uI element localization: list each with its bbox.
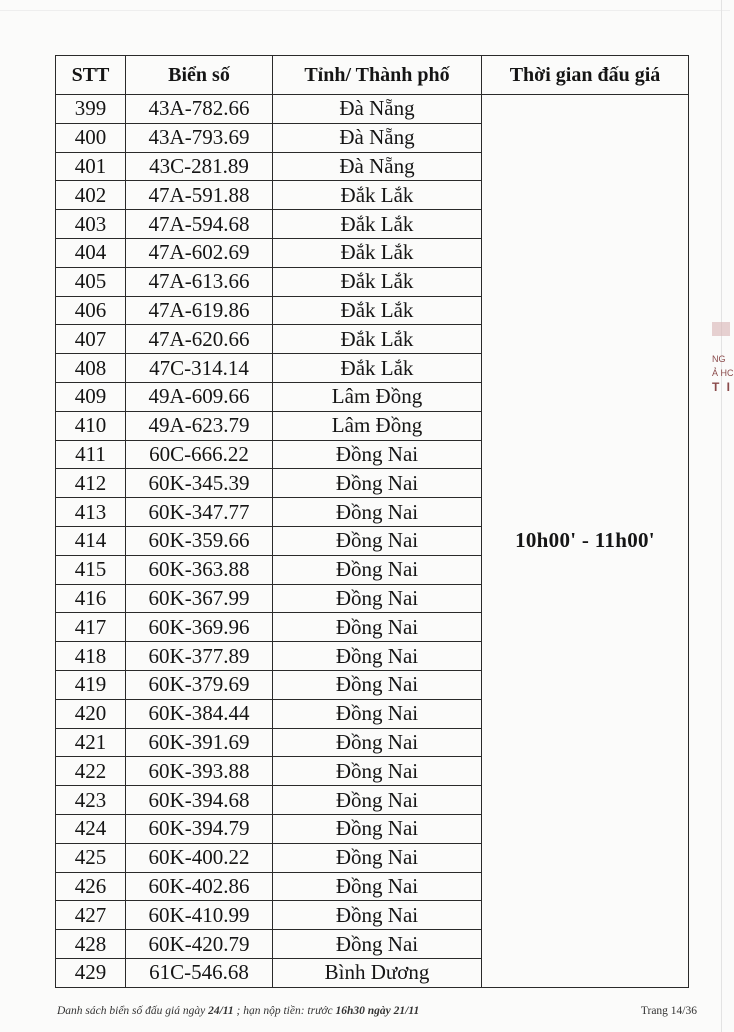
cell-plate: 60K-400.22 bbox=[126, 843, 273, 872]
cell-plate: 60K-420.79 bbox=[126, 930, 273, 959]
cell-stt: 428 bbox=[56, 930, 126, 959]
cell-province: Đồng Nai bbox=[273, 584, 482, 613]
cell-plate: 60K-394.79 bbox=[126, 814, 273, 843]
scan-fold-line bbox=[721, 0, 722, 1032]
cell-province: Đồng Nai bbox=[273, 757, 482, 786]
cell-province: Đồng Nai bbox=[273, 843, 482, 872]
cell-stt: 417 bbox=[56, 613, 126, 642]
cell-province: Đồng Nai bbox=[273, 901, 482, 930]
cell-plate: 60K-379.69 bbox=[126, 670, 273, 699]
cell-province: Đắk Lắk bbox=[273, 296, 482, 325]
cell-plate: 60K-347.77 bbox=[126, 498, 273, 527]
cell-province: Đồng Nai bbox=[273, 814, 482, 843]
cell-plate: 60K-410.99 bbox=[126, 901, 273, 930]
cell-stt: 416 bbox=[56, 584, 126, 613]
cell-province: Đồng Nai bbox=[273, 670, 482, 699]
cell-plate: 47A-620.66 bbox=[126, 325, 273, 354]
cell-plate: 60K-394.68 bbox=[126, 786, 273, 815]
cell-plate: 60C-666.22 bbox=[126, 440, 273, 469]
plate-auction-table bbox=[55, 55, 689, 988]
cell-stt: 429 bbox=[56, 958, 126, 987]
cell-stt: 426 bbox=[56, 872, 126, 901]
cell-province: Đồng Nai bbox=[273, 872, 482, 901]
cell-stt: 412 bbox=[56, 469, 126, 498]
cell-plate: 43C-281.89 bbox=[126, 152, 273, 181]
cell-plate: 49A-609.66 bbox=[126, 382, 273, 411]
cell-province: Đà Nẵng bbox=[273, 152, 482, 181]
header-time: Thời gian đấu giá bbox=[482, 56, 689, 95]
cell-province: Đắk Lắk bbox=[273, 181, 482, 210]
scan-edge-line bbox=[0, 10, 730, 11]
cell-stt: 407 bbox=[56, 325, 126, 354]
cell-stt: 425 bbox=[56, 843, 126, 872]
cell-province: Lâm Đồng bbox=[273, 382, 482, 411]
cell-plate: 43A-782.66 bbox=[126, 95, 273, 124]
cell-stt: 427 bbox=[56, 901, 126, 930]
cell-plate: 60K-377.89 bbox=[126, 642, 273, 671]
cell-province: Đắk Lắk bbox=[273, 325, 482, 354]
cell-plate: 60K-345.39 bbox=[126, 469, 273, 498]
cell-province: Đồng Nai bbox=[273, 930, 482, 959]
cell-plate: 47A-619.86 bbox=[126, 296, 273, 325]
cell-province: Đắk Lắk bbox=[273, 210, 482, 239]
cell-province: Đồng Nai bbox=[273, 469, 482, 498]
cell-stt: 409 bbox=[56, 382, 126, 411]
cell-stt: 408 bbox=[56, 354, 126, 383]
cell-stt: 414 bbox=[56, 526, 126, 555]
cell-plate: 47A-613.66 bbox=[126, 267, 273, 296]
cell-stt: 403 bbox=[56, 210, 126, 239]
cell-province: Đồng Nai bbox=[273, 526, 482, 555]
cell-province: Lâm Đồng bbox=[273, 411, 482, 440]
cell-province: Đồng Nai bbox=[273, 786, 482, 815]
footer-prefix: Danh sách biển số đấu giá ngày bbox=[57, 1005, 209, 1017]
cell-province: Đồng Nai bbox=[273, 728, 482, 757]
stamp-bar bbox=[712, 322, 730, 336]
side-stamp-fragment bbox=[712, 300, 734, 470]
footer-middle: ; hạn nộp tiền: trước bbox=[233, 1005, 336, 1017]
cell-plate: 60K-363.88 bbox=[126, 555, 273, 584]
cell-stt: 418 bbox=[56, 642, 126, 671]
cell-plate: 47A-594.68 bbox=[126, 210, 273, 239]
cell-province: Đồng Nai bbox=[273, 555, 482, 584]
cell-stt: 415 bbox=[56, 555, 126, 584]
cell-province: Đắk Lắk bbox=[273, 354, 482, 383]
cell-province: Đồng Nai bbox=[273, 613, 482, 642]
cell-plate: 49A-623.79 bbox=[126, 411, 273, 440]
footer-deadline: 16h30 ngày 21/11 bbox=[335, 1005, 420, 1017]
cell-plate: 60K-391.69 bbox=[126, 728, 273, 757]
cell-province: Đà Nẵng bbox=[273, 95, 482, 124]
cell-plate: 60K-367.99 bbox=[126, 584, 273, 613]
cell-stt: 402 bbox=[56, 181, 126, 210]
header-province: Tỉnh/ Thành phố bbox=[273, 56, 482, 95]
cell-province: Đồng Nai bbox=[273, 699, 482, 728]
footer-auction-date: 24/11 bbox=[208, 1005, 234, 1017]
cell-stt: 411 bbox=[56, 440, 126, 469]
cell-province: Đồng Nai bbox=[273, 642, 482, 671]
cell-plate: 60K-384.44 bbox=[126, 699, 273, 728]
cell-plate: 47A-591.88 bbox=[126, 181, 273, 210]
cell-plate: 60K-369.96 bbox=[126, 613, 273, 642]
cell-province: Đồng Nai bbox=[273, 440, 482, 469]
cell-stt: 422 bbox=[56, 757, 126, 786]
header-plate: Biển số bbox=[126, 56, 273, 95]
cell-stt: 420 bbox=[56, 699, 126, 728]
cell-stt: 404 bbox=[56, 238, 126, 267]
cell-stt: 423 bbox=[56, 786, 126, 815]
cell-plate: 47A-602.69 bbox=[126, 238, 273, 267]
cell-stt: 405 bbox=[56, 267, 126, 296]
cell-stt: 424 bbox=[56, 814, 126, 843]
cell-plate: 43A-793.69 bbox=[126, 123, 273, 152]
cell-stt: 399 bbox=[56, 95, 126, 124]
cell-province: Đà Nẵng bbox=[273, 123, 482, 152]
cell-province: Đắk Lắk bbox=[273, 267, 482, 296]
cell-stt: 419 bbox=[56, 670, 126, 699]
stamp-line-2: Ả HC bbox=[712, 368, 734, 378]
cell-stt: 401 bbox=[56, 152, 126, 181]
cell-plate: 60K-402.86 bbox=[126, 872, 273, 901]
cell-stt: 400 bbox=[56, 123, 126, 152]
cell-plate: 47C-314.14 bbox=[126, 354, 273, 383]
stamp-line-3: T I bbox=[712, 380, 732, 394]
footer-note bbox=[57, 1005, 419, 1017]
table-row bbox=[56, 95, 689, 124]
stamp-line-1: NG bbox=[712, 354, 726, 364]
cell-province: Đắk Lắk bbox=[273, 238, 482, 267]
cell-province: Đồng Nai bbox=[273, 498, 482, 527]
cell-province: Bình Dương bbox=[273, 958, 482, 987]
cell-stt: 421 bbox=[56, 728, 126, 757]
cell-auction-time: 10h00' - 11h00' bbox=[482, 95, 689, 988]
page-number: Trang 14/36 bbox=[640, 1005, 697, 1017]
table-header-row bbox=[56, 56, 689, 95]
cell-plate: 60K-359.66 bbox=[126, 526, 273, 555]
table-body bbox=[56, 95, 689, 988]
cell-plate: 61C-546.68 bbox=[126, 958, 273, 987]
cell-stt: 413 bbox=[56, 498, 126, 527]
cell-stt: 410 bbox=[56, 411, 126, 440]
page-footer bbox=[57, 1005, 697, 1023]
cell-plate: 60K-393.88 bbox=[126, 757, 273, 786]
header-stt: STT bbox=[56, 56, 126, 95]
cell-stt: 406 bbox=[56, 296, 126, 325]
